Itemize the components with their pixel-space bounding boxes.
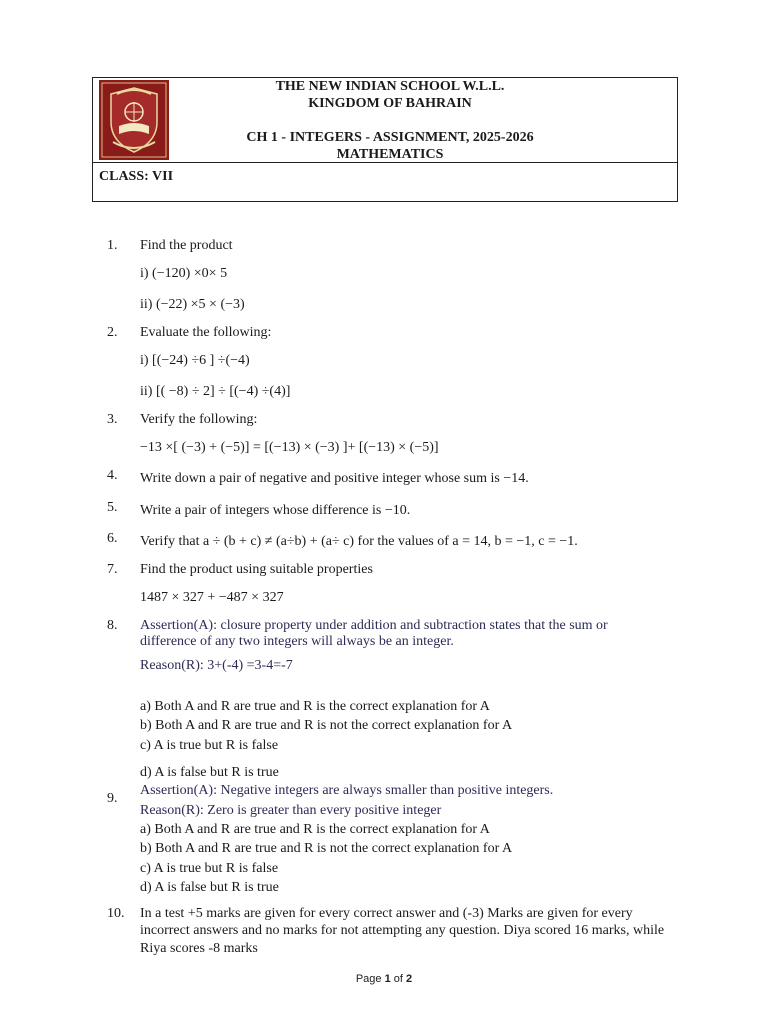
page-word: Page	[355, 973, 382, 985]
question-text: Write a pair of integers whose difference is −10.	[140, 503, 411, 518]
assertion-text: difference of any two integers will always be an integer.	[140, 634, 454, 649]
school-country: KINGDOM OF BAHRAIN	[308, 96, 472, 111]
answer-option: c) A is true but R is false	[140, 738, 279, 753]
subject-title: MATHEMATICS	[336, 147, 444, 162]
question-text: Verify the following:	[140, 412, 258, 427]
assignment-title: CH 1 - INTEGERS - ASSIGNMENT, 2025-2026	[246, 130, 534, 145]
answer-option: a) Both A and R are true and R is the correct explanation for A	[140, 699, 490, 714]
answer-option: c) A is true but R is false	[140, 861, 279, 876]
of-word: of	[393, 973, 403, 985]
answer-option: d) A is false but R is true	[140, 765, 279, 780]
reason-text: Reason(R): 3+(-4) =3-4=-7	[140, 658, 293, 673]
question-number: 4.	[107, 468, 118, 483]
assertion-text: Assertion(A): closure property under addition and subtraction states that the sum or	[140, 618, 608, 633]
question-text: Write down a pair of negative and positive integer whose sum is −14.	[140, 471, 529, 486]
question-number: 7.	[107, 562, 118, 577]
question-part: i) [(−24) ÷6 ] ÷(−4)	[140, 353, 250, 368]
question-number: 8.	[107, 618, 118, 633]
assertion-text: Assertion(A): Negative integers are always smaller than positive integers.	[140, 783, 554, 798]
question-number: 2.	[107, 325, 118, 340]
question-text: Find the product using suitable properties	[140, 562, 373, 577]
question-text: Verify that a ÷ (b + c) ≠ (a÷b) + (a÷ c) for the values of a = 14, b = −1, c = −1.	[140, 534, 578, 549]
answer-option: d) A is false but R is true	[140, 880, 279, 895]
answer-option: a) Both A and R are true and R is the correct explanation for A	[140, 822, 490, 837]
page-total: 2	[406, 973, 413, 985]
question-number: 5.	[107, 500, 118, 515]
question-text: In a test +5 marks are given for every correct answer and (-3) Marks are given for every	[140, 906, 633, 921]
page-footer	[0, 973, 768, 985]
class-label: CLASS: VII	[99, 169, 174, 184]
reason-text: Reason(R): Zero is greater than every positive integer	[140, 803, 442, 818]
question-number: 6.	[107, 531, 118, 546]
page-number: 1	[384, 973, 391, 985]
question-text: Riya scores -8 marks	[140, 941, 258, 956]
question-part: ii) [( −8) ÷ 2] ÷ [(−4) ÷(4)]	[140, 384, 291, 399]
question-part: i) (−120) ×0× 5	[140, 266, 228, 281]
answer-option: b) Both A and R are true and R is not the correct explanation for A	[140, 841, 513, 856]
question-equation: −13 ×[ (−3) + (−5)] = [(−13) × (−3) ]+ [(−13) × (−5)]	[140, 440, 439, 455]
question-text: Evaluate the following:	[140, 325, 272, 340]
question-number: 1.	[107, 238, 118, 253]
school-name: THE NEW INDIAN SCHOOL W.L.L.	[275, 79, 505, 94]
question-text: incorrect answers and no marks for not attempting any question. Diya scored 16 marks, while	[140, 923, 665, 938]
question-part: ii) (−22) ×5 × (−3)	[140, 297, 245, 312]
answer-option: b) Both A and R are true and R is not the correct explanation for A	[140, 718, 513, 733]
question-number: 10.	[107, 906, 125, 921]
question-number: 3.	[107, 412, 118, 427]
school-crest-logo	[99, 80, 169, 160]
question-equation: 1487 × 327 + −487 × 327	[140, 590, 284, 605]
question-number: 9.	[107, 791, 118, 806]
question-text: Find the product	[140, 238, 233, 253]
